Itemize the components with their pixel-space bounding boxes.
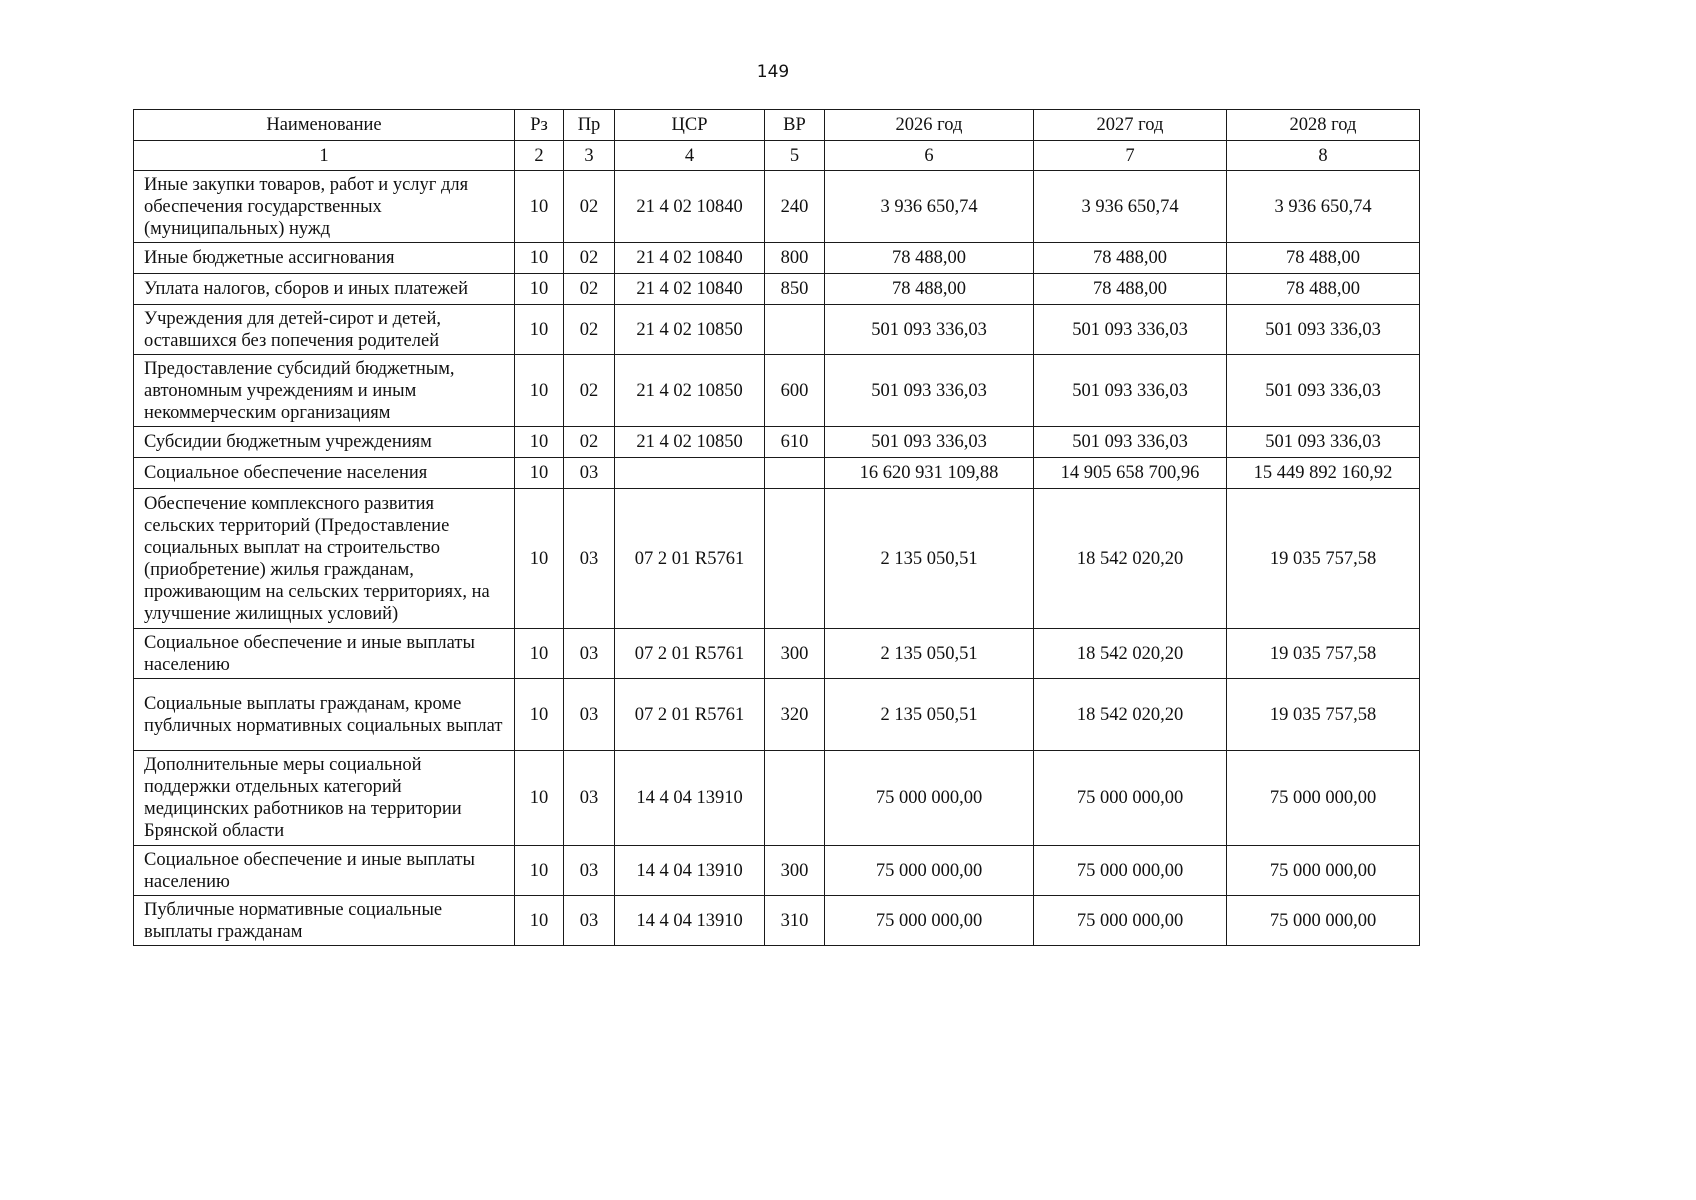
row-vr bbox=[765, 305, 825, 355]
row-rz: 10 bbox=[515, 427, 564, 458]
row-2028: 78 488,00 bbox=[1227, 274, 1420, 305]
row-2027: 75 000 000,00 bbox=[1034, 846, 1227, 896]
row-csr: 14 4 04 13910 bbox=[615, 751, 765, 846]
row-rz: 10 bbox=[515, 171, 564, 243]
header-rz: Рз bbox=[515, 110, 564, 141]
row-csr: 14 4 04 13910 bbox=[615, 896, 765, 946]
column-number: 3 bbox=[564, 141, 615, 171]
row-name: Публичные нормативные социальные выплаты гражданам bbox=[134, 896, 515, 946]
header-csr: ЦСР bbox=[615, 110, 765, 141]
row-pr: 03 bbox=[564, 489, 615, 629]
row-vr: 600 bbox=[765, 355, 825, 427]
header-2028: 2028 год bbox=[1227, 110, 1420, 141]
row-csr: 21 4 02 10850 bbox=[615, 305, 765, 355]
row-name: Социальное обеспечение и иные выплаты населению bbox=[134, 846, 515, 896]
row-rz: 10 bbox=[515, 896, 564, 946]
row-2028: 75 000 000,00 bbox=[1227, 846, 1420, 896]
column-number-row bbox=[134, 141, 1420, 171]
row-2027: 501 093 336,03 bbox=[1034, 427, 1227, 458]
row-csr: 21 4 02 10840 bbox=[615, 243, 765, 274]
row-vr: 610 bbox=[765, 427, 825, 458]
table-row bbox=[134, 355, 1420, 427]
header-2027: 2027 год bbox=[1034, 110, 1227, 141]
row-pr: 02 bbox=[564, 274, 615, 305]
row-2026: 2 135 050,51 bbox=[825, 629, 1034, 679]
row-pr: 03 bbox=[564, 458, 615, 489]
row-2027: 3 936 650,74 bbox=[1034, 171, 1227, 243]
header-vr: ВР bbox=[765, 110, 825, 141]
row-2026: 16 620 931 109,88 bbox=[825, 458, 1034, 489]
row-2027: 18 542 020,20 bbox=[1034, 489, 1227, 629]
row-rz: 10 bbox=[515, 274, 564, 305]
row-name: Иные закупки товаров, работ и услуг для обеспечения государственных (муниципальных) нужд bbox=[134, 171, 515, 243]
row-2028: 75 000 000,00 bbox=[1227, 751, 1420, 846]
row-csr: 07 2 01 R5761 bbox=[615, 629, 765, 679]
row-2026: 75 000 000,00 bbox=[825, 846, 1034, 896]
row-2026: 78 488,00 bbox=[825, 243, 1034, 274]
row-rz: 10 bbox=[515, 751, 564, 846]
row-2026: 501 093 336,03 bbox=[825, 305, 1034, 355]
row-vr: 300 bbox=[765, 846, 825, 896]
row-2026: 2 135 050,51 bbox=[825, 679, 1034, 751]
row-vr: 320 bbox=[765, 679, 825, 751]
budget-table bbox=[133, 109, 1420, 946]
row-csr: 14 4 04 13910 bbox=[615, 846, 765, 896]
row-rz: 10 bbox=[515, 629, 564, 679]
row-2027: 18 542 020,20 bbox=[1034, 679, 1227, 751]
row-name: Социальные выплаты гражданам, кроме публичных нормативных социальных выплат bbox=[134, 679, 515, 751]
row-name: Предоставление субсидий бюджетным, автономным учреждениям и иным некоммерческим организациям bbox=[134, 355, 515, 427]
row-2028: 75 000 000,00 bbox=[1227, 896, 1420, 946]
column-number: 5 bbox=[765, 141, 825, 171]
row-2026: 2 135 050,51 bbox=[825, 489, 1034, 629]
row-pr: 02 bbox=[564, 305, 615, 355]
table-row bbox=[134, 427, 1420, 458]
row-2027: 18 542 020,20 bbox=[1034, 629, 1227, 679]
row-pr: 02 bbox=[564, 243, 615, 274]
table-row bbox=[134, 171, 1420, 243]
row-rz: 10 bbox=[515, 489, 564, 629]
table-row bbox=[134, 896, 1420, 946]
row-csr: 21 4 02 10840 bbox=[615, 274, 765, 305]
row-2028: 78 488,00 bbox=[1227, 243, 1420, 274]
row-2028: 3 936 650,74 bbox=[1227, 171, 1420, 243]
header-row bbox=[134, 110, 1420, 141]
table-row bbox=[134, 629, 1420, 679]
row-rz: 10 bbox=[515, 846, 564, 896]
row-2028: 19 035 757,58 bbox=[1227, 629, 1420, 679]
row-rz: 10 bbox=[515, 243, 564, 274]
row-2027: 501 093 336,03 bbox=[1034, 355, 1227, 427]
page-number: 149 bbox=[756, 62, 790, 82]
column-number: 4 bbox=[615, 141, 765, 171]
row-vr: 240 bbox=[765, 171, 825, 243]
row-rz: 10 bbox=[515, 679, 564, 751]
row-2027: 501 093 336,03 bbox=[1034, 305, 1227, 355]
row-name: Субсидии бюджетным учреждениям bbox=[134, 427, 515, 458]
table-row bbox=[134, 751, 1420, 846]
row-vr bbox=[765, 489, 825, 629]
row-vr: 310 bbox=[765, 896, 825, 946]
row-2026: 75 000 000,00 bbox=[825, 896, 1034, 946]
row-2027: 75 000 000,00 bbox=[1034, 751, 1227, 846]
row-rz: 10 bbox=[515, 458, 564, 489]
row-vr: 850 bbox=[765, 274, 825, 305]
row-2028: 19 035 757,58 bbox=[1227, 679, 1420, 751]
row-2027: 78 488,00 bbox=[1034, 274, 1227, 305]
row-csr: 21 4 02 10840 bbox=[615, 171, 765, 243]
row-2026: 501 093 336,03 bbox=[825, 355, 1034, 427]
row-pr: 02 bbox=[564, 427, 615, 458]
row-csr: 21 4 02 10850 bbox=[615, 427, 765, 458]
header-name: Наименование bbox=[134, 110, 515, 141]
row-pr: 02 bbox=[564, 355, 615, 427]
column-number: 7 bbox=[1034, 141, 1227, 171]
row-2028: 15 449 892 160,92 bbox=[1227, 458, 1420, 489]
table-body bbox=[134, 171, 1420, 946]
row-vr bbox=[765, 751, 825, 846]
row-2028: 501 093 336,03 bbox=[1227, 427, 1420, 458]
header-2026: 2026 год bbox=[825, 110, 1034, 141]
row-2027: 75 000 000,00 bbox=[1034, 896, 1227, 946]
row-2026: 75 000 000,00 bbox=[825, 751, 1034, 846]
row-2028: 19 035 757,58 bbox=[1227, 489, 1420, 629]
table-row bbox=[134, 274, 1420, 305]
header-pr: Пр bbox=[564, 110, 615, 141]
row-2028: 501 093 336,03 bbox=[1227, 305, 1420, 355]
row-name: Учреждения для детей-сирот и детей, оставшихся без попечения родителей bbox=[134, 305, 515, 355]
row-name: Обеспечение комплексного развития сельских территорий (Предоставление социальных выплат на строительство (приобретение) жилья гражданам, проживающим на сельских территориях, на улучшение жилищных условий) bbox=[134, 489, 515, 629]
row-name: Уплата налогов, сборов и иных платежей bbox=[134, 274, 515, 305]
row-csr: 07 2 01 R5761 bbox=[615, 489, 765, 629]
row-pr: 03 bbox=[564, 846, 615, 896]
row-pr: 03 bbox=[564, 629, 615, 679]
row-pr: 02 bbox=[564, 171, 615, 243]
column-number: 1 bbox=[134, 141, 515, 171]
row-csr: 21 4 02 10850 bbox=[615, 355, 765, 427]
table-row bbox=[134, 458, 1420, 489]
row-name: Социальное обеспечение населения bbox=[134, 458, 515, 489]
table-row bbox=[134, 679, 1420, 751]
row-pr: 03 bbox=[564, 896, 615, 946]
column-number: 2 bbox=[515, 141, 564, 171]
row-csr: 07 2 01 R5761 bbox=[615, 679, 765, 751]
column-number: 6 bbox=[825, 141, 1034, 171]
row-rz: 10 bbox=[515, 305, 564, 355]
row-vr: 300 bbox=[765, 629, 825, 679]
row-name: Социальное обеспечение и иные выплаты населению bbox=[134, 629, 515, 679]
row-2026: 3 936 650,74 bbox=[825, 171, 1034, 243]
row-2026: 501 093 336,03 bbox=[825, 427, 1034, 458]
table-row bbox=[134, 243, 1420, 274]
row-rz: 10 bbox=[515, 355, 564, 427]
row-2027: 14 905 658 700,96 bbox=[1034, 458, 1227, 489]
column-number: 8 bbox=[1227, 141, 1420, 171]
row-csr bbox=[615, 458, 765, 489]
row-pr: 03 bbox=[564, 751, 615, 846]
table-row bbox=[134, 305, 1420, 355]
row-2027: 78 488,00 bbox=[1034, 243, 1227, 274]
row-name: Дополнительные меры социальной поддержки отдельных категорий медицинских работников на территории Брянской области bbox=[134, 751, 515, 846]
row-pr: 03 bbox=[564, 679, 615, 751]
table-row bbox=[134, 846, 1420, 896]
table-row bbox=[134, 489, 1420, 629]
row-2028: 501 093 336,03 bbox=[1227, 355, 1420, 427]
row-vr: 800 bbox=[765, 243, 825, 274]
row-vr bbox=[765, 458, 825, 489]
row-2026: 78 488,00 bbox=[825, 274, 1034, 305]
row-name: Иные бюджетные ассигнования bbox=[134, 243, 515, 274]
